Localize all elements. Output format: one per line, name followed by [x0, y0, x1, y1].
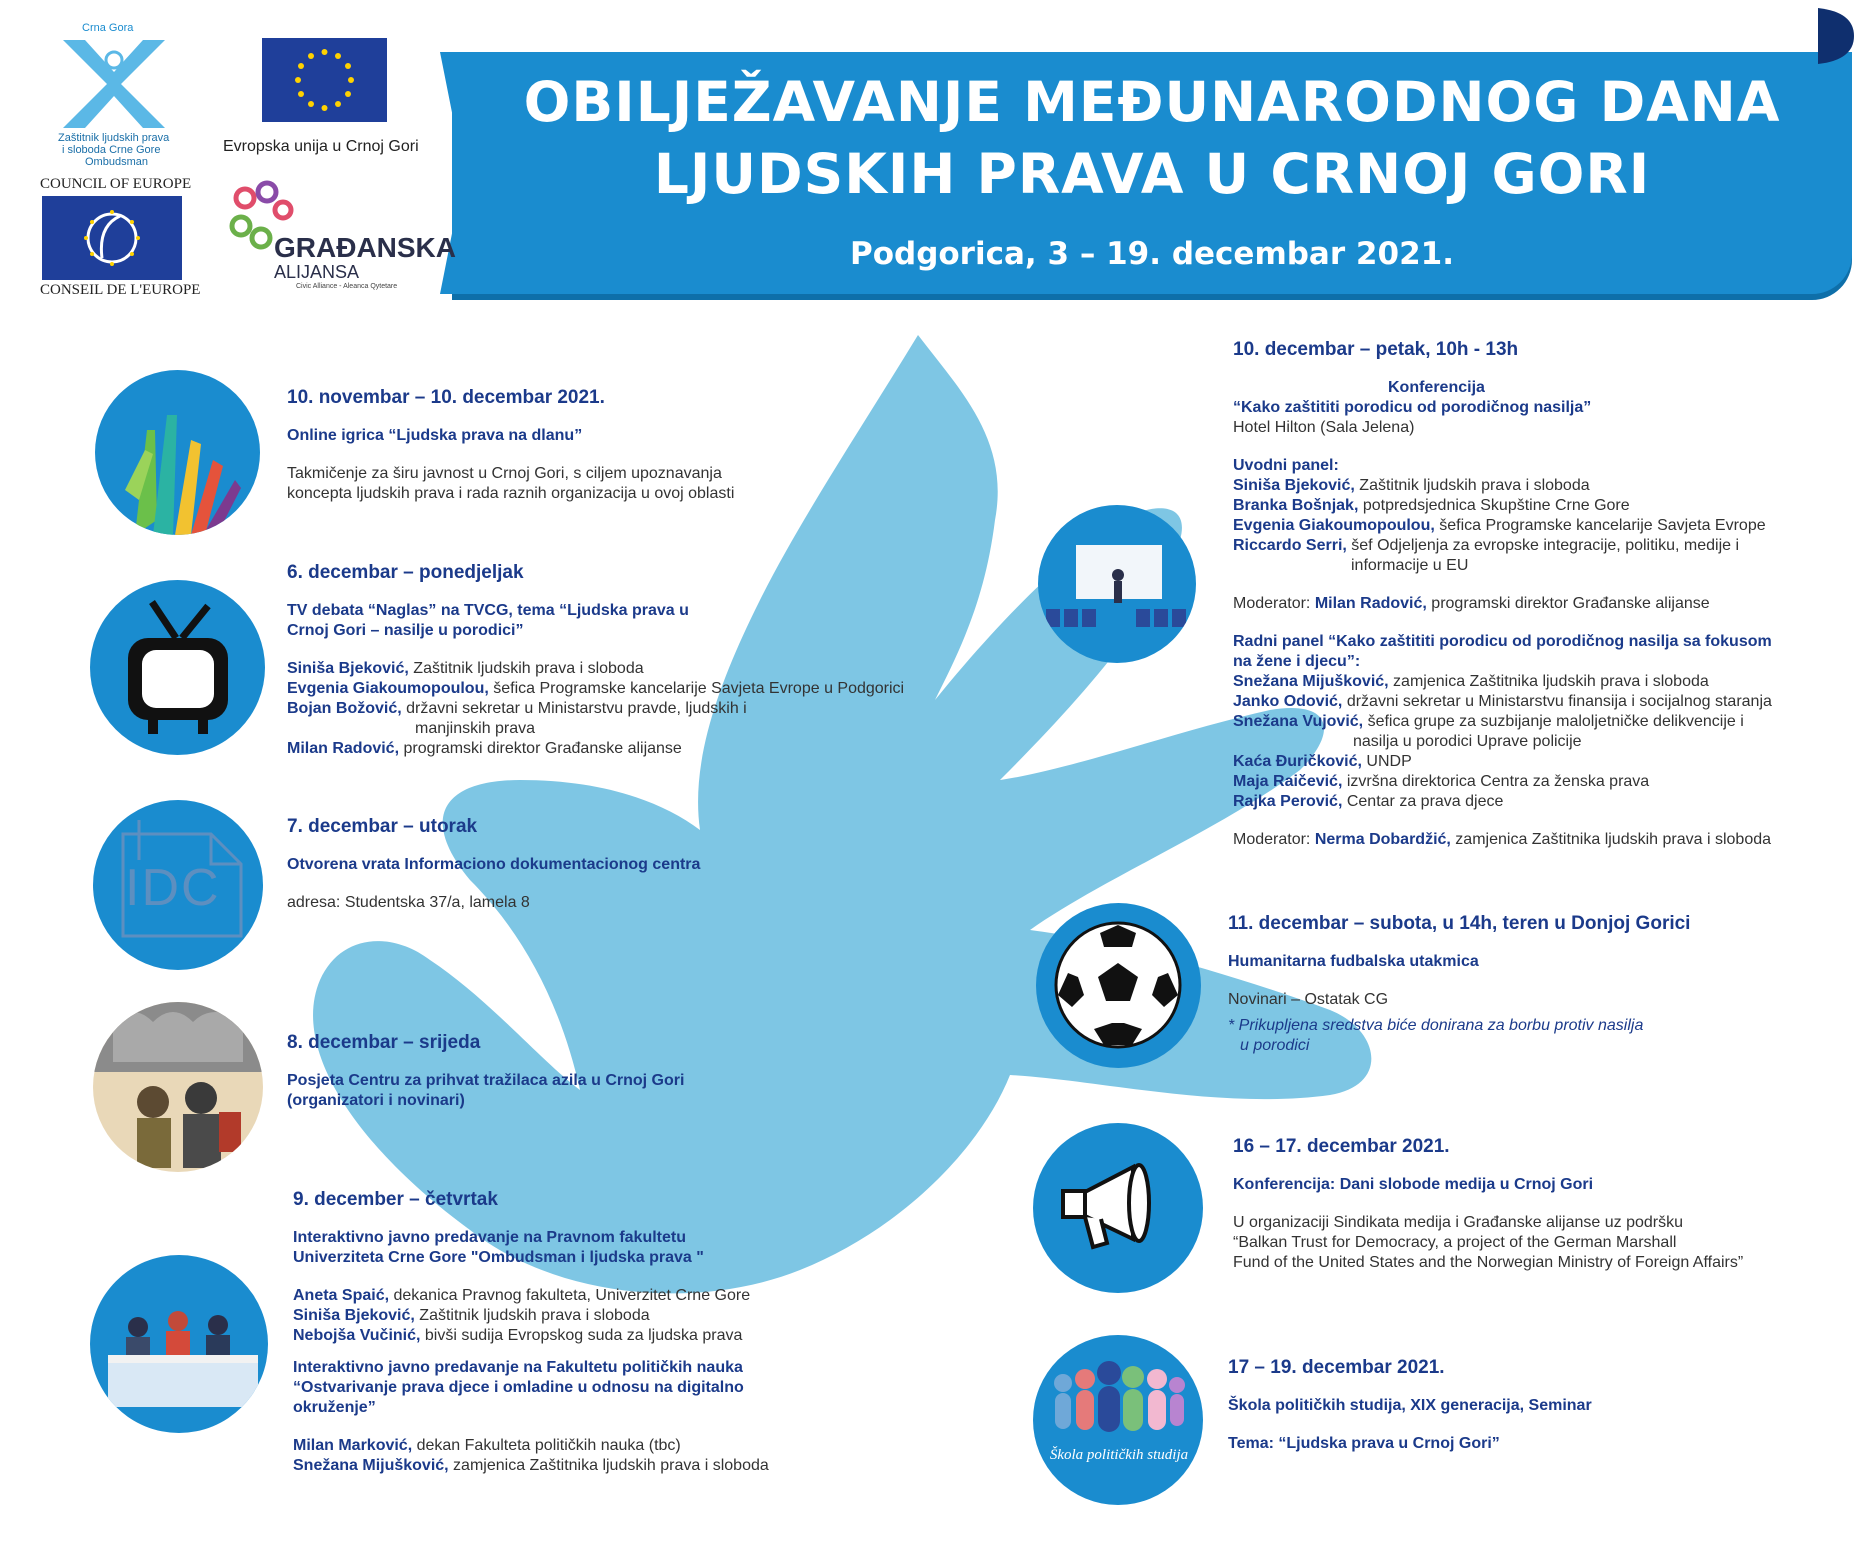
ombudsman-logo-line3: Ombudsman [85, 156, 148, 168]
lecture-a-title-line2: Univerziteta Crne Gore "Ombudsman i ljudska prava " [293, 1249, 704, 1266]
speaker-name: Maja Raičević, [1233, 773, 1343, 790]
event-date: 8. decembar – srijeda [287, 1032, 481, 1053]
speaker-name: Siniša Bjeković, [287, 660, 409, 677]
speaker-role: Zaštitnik ljudskih prava i sloboda [1354, 477, 1590, 494]
football-icon [1036, 903, 1201, 1068]
conference-icon [1038, 505, 1196, 663]
lecture-a-title-line1: Interaktivno javno predavanje na Pravnom fakultetu [293, 1229, 686, 1246]
refugees-illustration [93, 1002, 263, 1172]
event-online-game [287, 388, 807, 504]
panel-intro-label: Uvodni panel: [1233, 457, 1339, 474]
lecture-panel-illustration [90, 1255, 268, 1433]
speaker-name: Nebojša Vučinić, [293, 1327, 421, 1344]
speaker-name: Janko Odović, [1233, 693, 1343, 710]
speaker-role: UNDP [1361, 753, 1412, 770]
ga-name-line2: ALIJANSA [274, 262, 360, 282]
speaker-role: Zaštitnik ljudskih prava i sloboda [408, 660, 644, 677]
coe-top-label: COUNCIL OF EUROPE [40, 176, 192, 192]
speaker-name: Bojan Božović, [287, 700, 402, 717]
speaker-name: Kaća Đuričković, [1233, 753, 1362, 770]
event-tv-debate [287, 563, 987, 759]
speaker-name: Milan Radović, [287, 740, 400, 757]
speaker-role: dekanica Pravnog fakulteta, Univerzitet Crne Gore [389, 1287, 751, 1304]
event-date: 11. decembar – subota, u 14h, teren u Donjoj Gorici [1228, 913, 1691, 934]
event-date: 9. december – četvrtak [293, 1189, 498, 1210]
speaker-role-cont: informacije u EU [1351, 557, 1469, 574]
speaker-name: Snežana Mijušković, [1233, 673, 1389, 690]
event-title: Konferencija: Dani slobode medija u Crnoj Gori [1233, 1176, 1594, 1193]
speaker-name: Siniša Bjeković, [293, 1307, 415, 1324]
speaker-role: šefica Programske kancelarije Savjeta Evrope u Podgorici [488, 680, 905, 697]
event-asylum-visit [287, 1033, 887, 1111]
speaker-role: državni sekretar u Ministarstvu pravde, ljudskih i [401, 700, 747, 717]
speaker-role-cont: manjinskih prava [415, 720, 536, 737]
page-subtitle: Podgorica, 3 – 19. decembar 2021. [849, 236, 1454, 272]
ombudsman-logo-icon [55, 36, 173, 132]
event-desc-line1: U organizaciji Sindikata medija i Građanske alijanse uz podršku [1233, 1214, 1684, 1231]
speaker-role: Zaštitnik ljudskih prava i sloboda [414, 1307, 650, 1324]
school-icon-text: Škola političkih studija [1049, 1447, 1189, 1463]
eu-caption: Evropska unija u Crnoj Gori [223, 138, 419, 155]
moderator-label: Moderator: [1233, 831, 1315, 848]
event-date: 6. decembar – ponedjeljak [287, 562, 524, 583]
event-note-line2: u porodici [1240, 1037, 1310, 1054]
event-idc-open-door [287, 817, 887, 913]
eu-flag-icon [262, 38, 387, 122]
event-date: 17 – 19. decembar 2021. [1228, 1357, 1445, 1378]
ombudsman-logo-line1: Zaštitnik ljudskih prava [58, 132, 170, 144]
moderator-label: Moderator: [1233, 595, 1315, 612]
speaker-role: šefica grupe za suzbijanje maloljetničke delikvencije i [1363, 713, 1744, 730]
event-title: Otvorena vrata Informaciono dokumentacionog centra [287, 856, 701, 873]
event-date: 10. novembar – 10. decembar 2021. [287, 387, 605, 408]
school-political-studies-icon [1033, 1335, 1203, 1505]
event-date: 7. decembar – utorak [287, 816, 478, 837]
speaker-role: Centar za prava djece [1342, 793, 1504, 810]
speaker-name: Snežana Mijušković, [293, 1457, 449, 1474]
speaker-role: zamjenica Zaštitnika ljudskih prava i sloboda [448, 1457, 769, 1474]
speaker-role: zamjenica Zaštitnika ljudskih prava i sloboda [1388, 673, 1709, 690]
conf-label: Konferencija [1388, 379, 1485, 396]
speaker-role: bivši sudija Evropskog suda za ljudska prava [420, 1327, 743, 1344]
page-title-line1: OBILJEŽAVANJE MEĐUNARODNOG DANA [523, 70, 1781, 134]
speaker-role: šef Odjeljenja za evropske integracije, politiku, medije i [1346, 537, 1740, 554]
moderator-role: programski direktor Građanske alijanse [1426, 595, 1710, 612]
idc-icon-text: IDC [125, 859, 221, 917]
coe-flag-icon [42, 196, 182, 280]
moderator-name: Nerma Dobardžić, [1314, 831, 1451, 848]
event-title-line2: (organizatori i novinari) [287, 1092, 465, 1109]
speaker-role: državni sekretar u Ministarstvu finansija i socijalnog staranja [1342, 693, 1772, 710]
hands-icon [95, 370, 260, 535]
lecture-b-title-line1: Interaktivno javno predavanje na Fakultetu političkih nauka [293, 1359, 743, 1376]
event-title-line1: TV debata “Naglas” na TVCG, tema “Ljudska prava u [287, 602, 689, 619]
speaker-name: Snežana Vujović, [1233, 713, 1364, 730]
speaker-name: Milan Marković, [293, 1437, 413, 1454]
speaker-name: Rajka Perović, [1233, 793, 1343, 810]
tv-icon [90, 580, 265, 755]
panel-work-line1: Radni panel “Kako zaštititi porodicu od porodičnog nasilja sa fokusom [1233, 633, 1772, 650]
event-address: adresa: Studentska 37/a, lamela 8 [287, 894, 530, 911]
speaker-role-cont: nasilja u porodici Uprave policije [1353, 733, 1582, 750]
panel-work-line2: na žene i djecu”: [1233, 653, 1361, 670]
page-title-line2: LJUDSKIH PRAVA U CRNOJ GORI [653, 142, 1651, 206]
speaker-role: potpredsjednica Skupštine Crne Gore [1358, 497, 1630, 514]
banner-curl-icon [1818, 8, 1854, 64]
megaphone-icon [1033, 1123, 1203, 1293]
event-football-match [1228, 914, 1848, 1056]
lecture-b-title-line2: “Ostvarivanje prava djece i omladine u odnosu na digitalno [293, 1379, 744, 1396]
speaker-role: šefica Programske kancelarije Savjeta Evrope [1434, 517, 1766, 534]
event-desc-line1: Takmičenje za širu javnost u Crnoj Gori, s ciljem upoznavanja [287, 465, 722, 482]
event-lectures [293, 1190, 893, 1476]
event-theme: Tema: “Ljudska prava u Crnoj Gori” [1228, 1435, 1500, 1452]
idc-document-icon [93, 800, 263, 970]
speaker-role: programski direktor Građanske alijanse [399, 740, 682, 757]
speaker-name: Siniša Bjeković, [1233, 477, 1355, 494]
event-conference-family [1233, 340, 1853, 850]
event-teams: Novinari – Ostatak CG [1228, 991, 1389, 1008]
speaker-role: dekan Fakulteta političkih nauka (tbc) [412, 1437, 681, 1454]
speaker-name: Aneta Spaić, [293, 1287, 390, 1304]
speaker-name: Evgenia Giakoumopoulou, [1233, 517, 1435, 534]
coe-bottom-label: CONSEIL DE L'EUROPE [40, 282, 201, 298]
event-desc-line3: Fund of the United States and the Norwegian Ministry of Foreign Affairs” [1233, 1254, 1744, 1271]
event-note-line1: * Prikupljena sredstva biće donirana za borbu protiv nasilja [1228, 1017, 1644, 1034]
event-date: 10. decembar – petak, 10h - 13h [1233, 339, 1519, 360]
event-media-freedom [1233, 1137, 1853, 1273]
moderator-role: zamjenica Zaštitnika ljudskih prava i sloboda [1450, 831, 1772, 848]
conf-title: “Kako zaštititi porodicu od porodičnog nasilja” [1233, 399, 1592, 416]
speaker-role: izvršna direktorica Centra za ženska prava [1342, 773, 1650, 790]
event-political-school [1228, 1358, 1848, 1454]
ga-tagline: Civic Alliance - Aleanca Qytetare [296, 283, 398, 290]
ombudsman-logo-line2: i sloboda Crne Gore [62, 144, 161, 156]
speaker-name: Evgenia Giakoumopoulou, [287, 680, 489, 697]
event-date: 16 – 17. decembar 2021. [1233, 1136, 1450, 1157]
event-title: Humanitarna fudbalska utakmica [1228, 953, 1479, 970]
event-desc-line2: koncepta ljudskih prava i rada raznih organizacija u ovoj oblasti [287, 485, 735, 502]
event-title: Škola političkih studija, XIX generacija, Seminar [1228, 1397, 1592, 1414]
speaker-name: Riccardo Serri, [1233, 537, 1347, 554]
event-title: Online igrica “Ljudska prava na dlanu” [287, 427, 583, 444]
moderator-name: Milan Radović, [1314, 595, 1427, 612]
lecture-b-title-line3: okruženje” [293, 1399, 376, 1416]
conf-venue: Hotel Hilton (Sala Jelena) [1233, 419, 1415, 436]
event-desc-line2: “Balkan Trust for Democracy, a project of the German Marshall [1233, 1234, 1677, 1251]
ombudsman-logo-top: Crna Gora [82, 22, 134, 34]
event-title-line2: Crnoj Gori – nasilje u porodici” [287, 622, 524, 639]
event-title-line1: Posjeta Centru za prihvat tražilaca azila u Crnoj Gori [287, 1072, 685, 1089]
speaker-name: Branka Bošnjak, [1233, 497, 1359, 514]
ga-name-line1: GRAĐANSKA [274, 232, 456, 263]
